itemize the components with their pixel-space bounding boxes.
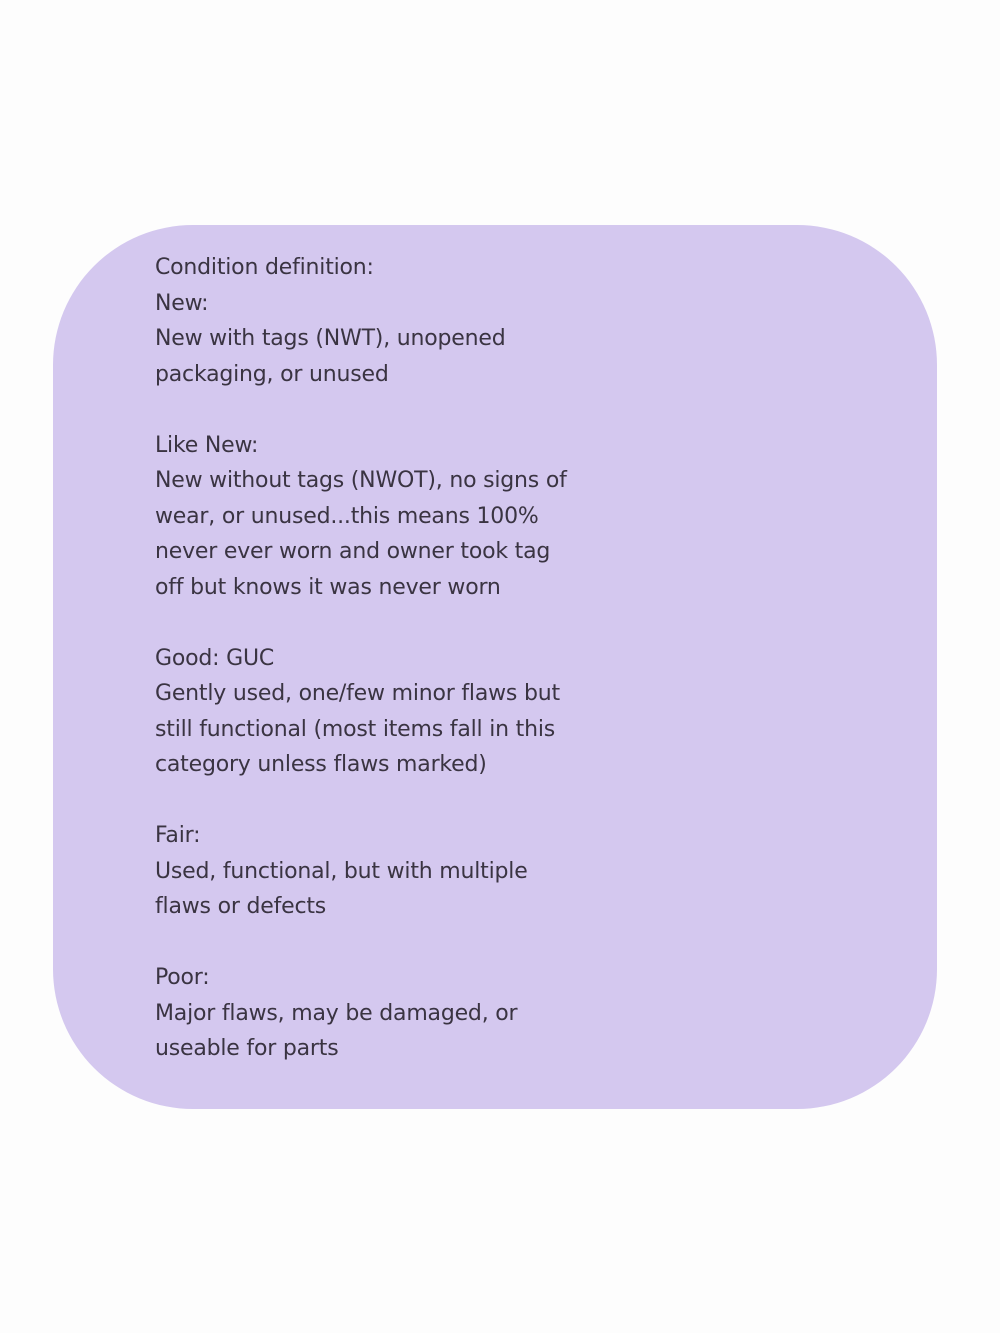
section-like-new-line: wear, or unused...this means 100%: [155, 503, 539, 529]
spacer: [155, 783, 655, 819]
spacer: [155, 392, 655, 428]
section-new-title: New:: [155, 290, 209, 316]
section-new-line: packaging, or unused: [155, 361, 389, 387]
section-good-line: still functional (most items fall in this: [155, 716, 556, 742]
heading: Condition definition:: [155, 255, 374, 280]
section-fair-title: Fair:: [155, 823, 201, 848]
spacer: [155, 925, 655, 961]
condition-definitions: [155, 250, 655, 1067]
spacer: [155, 605, 655, 641]
section-like-new-line: never ever worn and owner took tag: [155, 539, 551, 564]
section-new-line: New with tags (NWT), unopened: [155, 326, 506, 351]
section-poor-title: Poor:: [155, 965, 210, 990]
section-poor-line: useable for parts: [155, 1036, 339, 1061]
section-like-new-line: New without tags (NWOT), no signs of: [155, 468, 567, 493]
section-good-line: Gently used, one/few minor flaws but: [155, 681, 560, 706]
section-good-title: Good: GUC: [155, 645, 275, 671]
section-poor-line: Major flaws, may be damaged, or: [155, 1000, 518, 1026]
section-fair-line: flaws or defects: [155, 894, 327, 919]
section-good-line: category unless flaws marked): [155, 752, 487, 777]
section-fair-line: Used, functional, but with multiple: [155, 858, 528, 884]
section-like-new-line: off but knows it was never worn: [155, 574, 501, 600]
section-like-new-title: Like New:: [155, 432, 259, 458]
